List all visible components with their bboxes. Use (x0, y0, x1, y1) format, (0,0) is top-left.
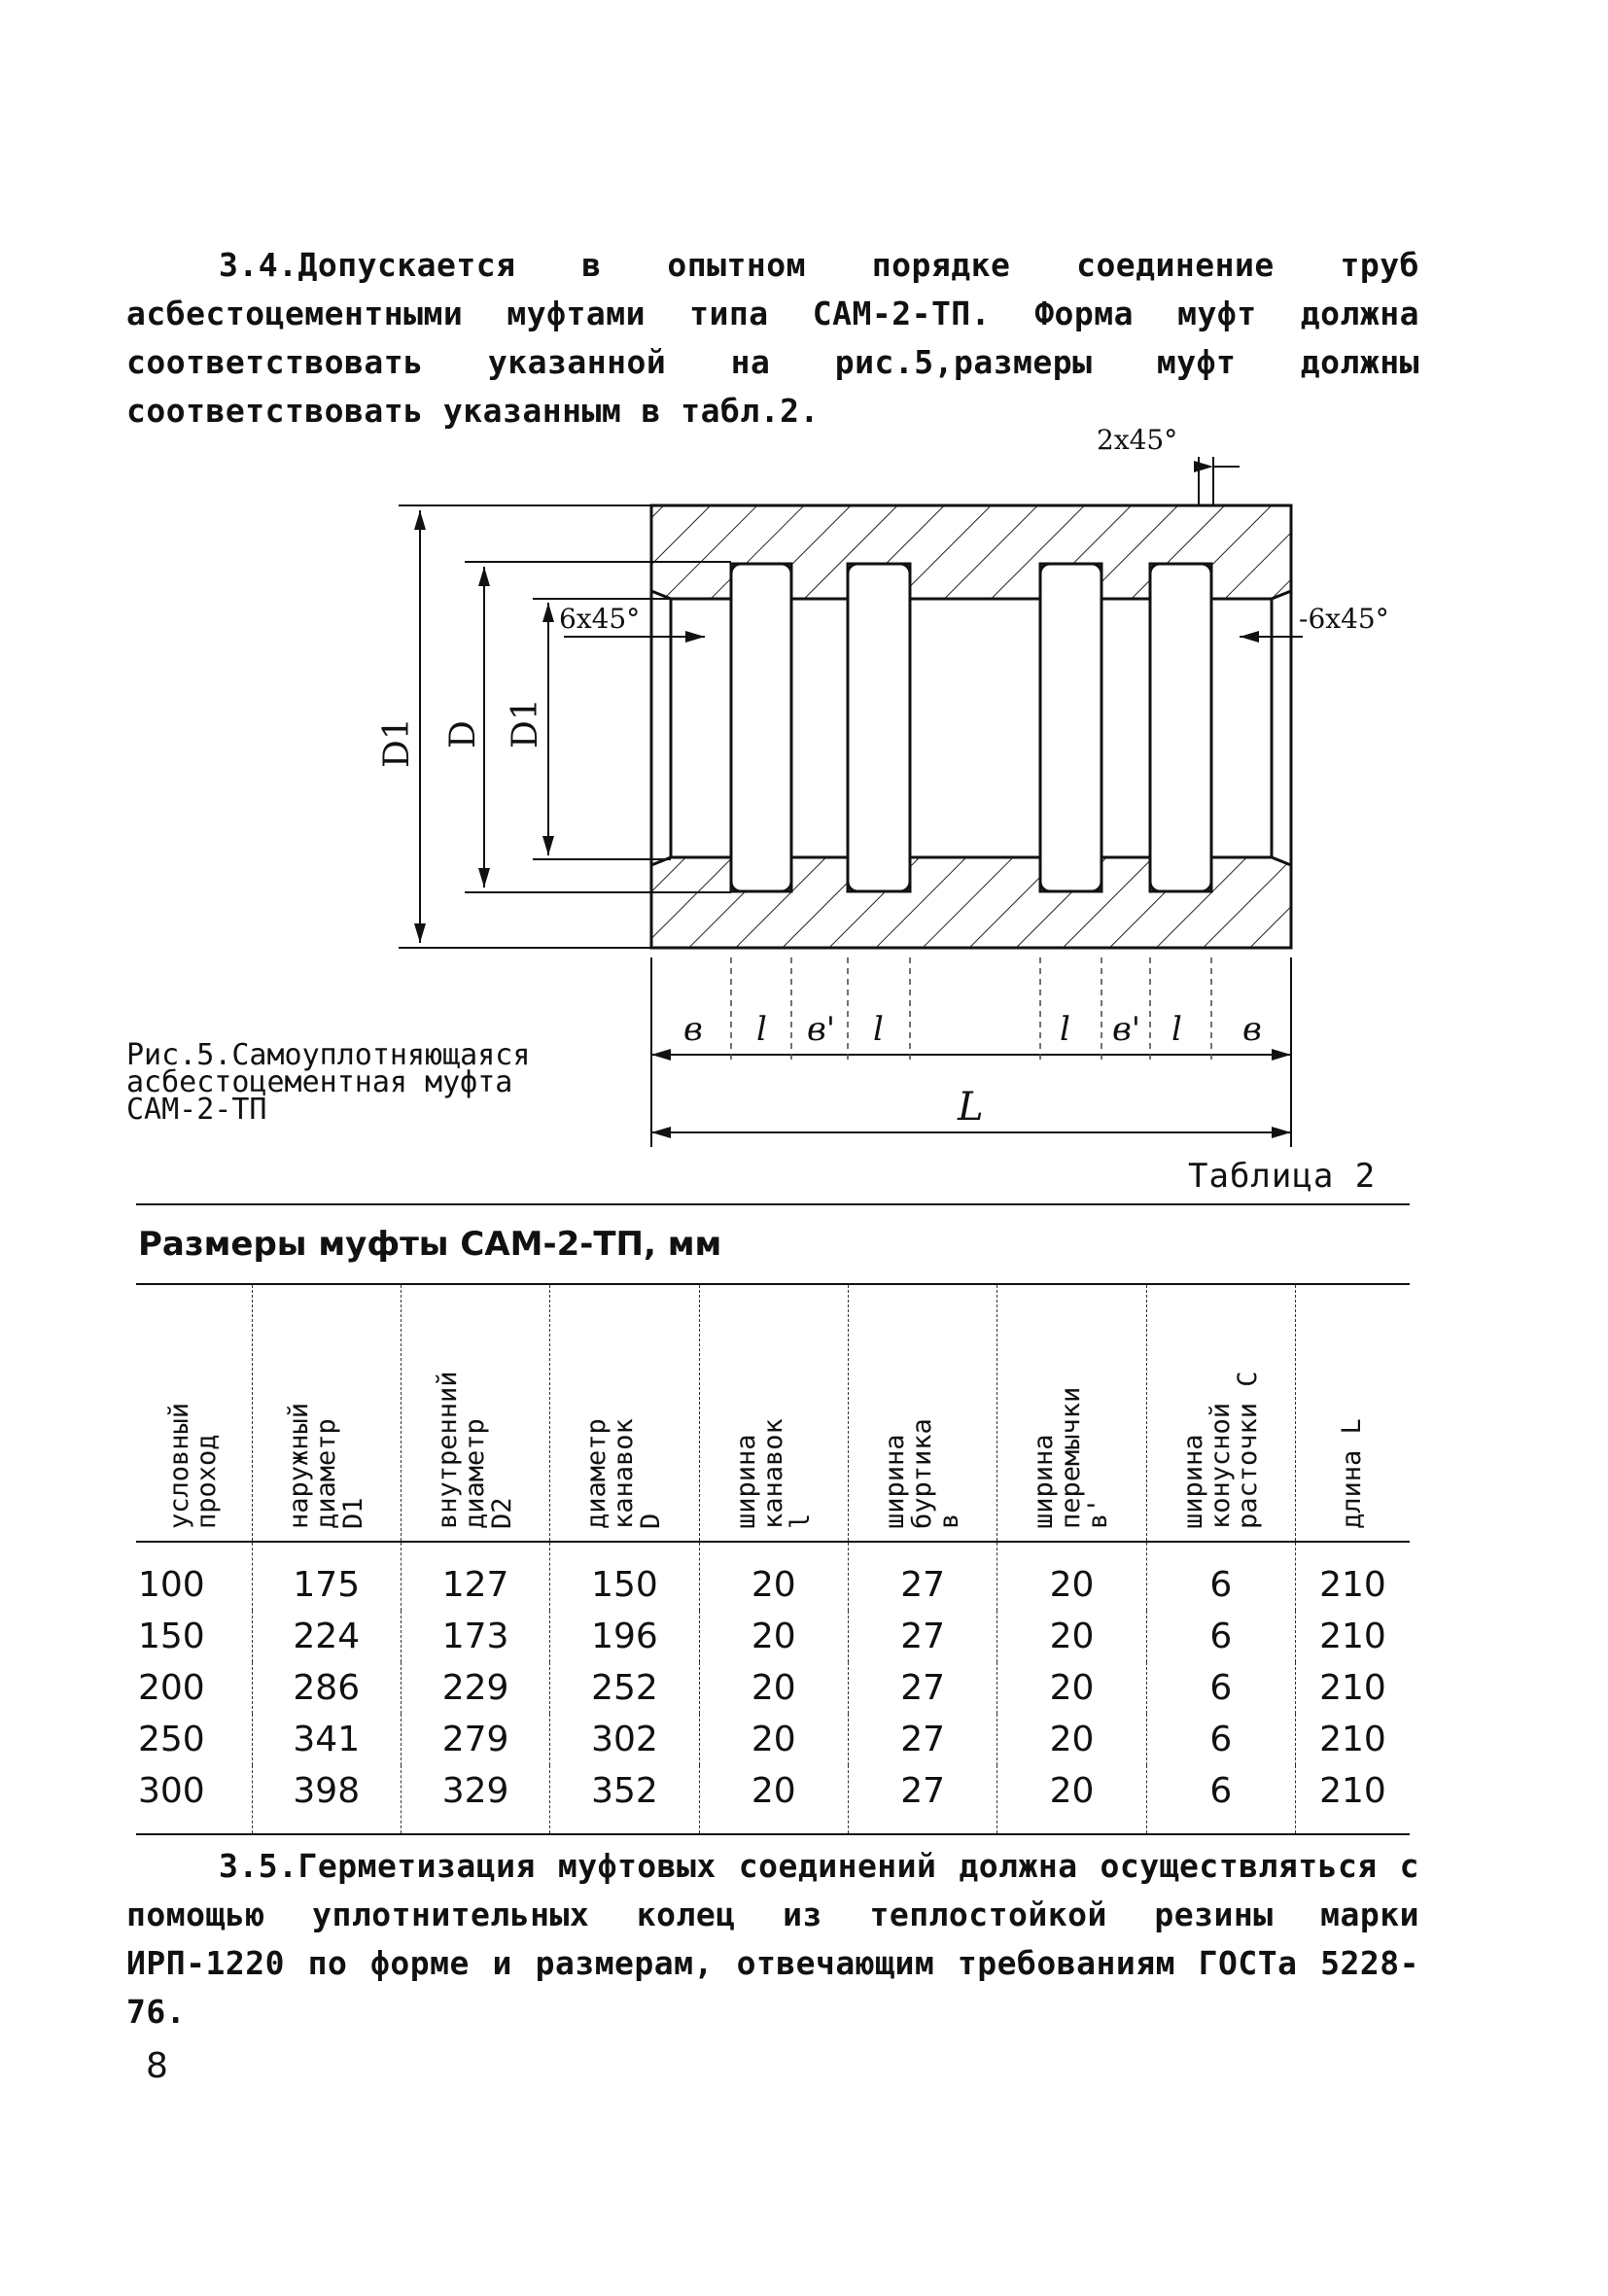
table-cell: 20 (997, 1662, 1146, 1714)
table-cell: 27 (848, 1765, 996, 1834)
table-cell: 6 (1146, 1542, 1295, 1611)
table-2 (136, 1203, 1410, 1835)
segment-l-label-2: l (873, 1010, 884, 1049)
segment-b-label-1: в (683, 1010, 703, 1049)
segment-b-prime-label-2: в' (1112, 1010, 1141, 1049)
table-cell: 20 (997, 1714, 1146, 1765)
table-header-text: ширина перемычки в' (1029, 1386, 1114, 1529)
table-cell: 210 (1295, 1765, 1410, 1834)
table-cell: 173 (401, 1611, 549, 1662)
dimension-d-label: D (443, 720, 483, 748)
table-cell: 27 (848, 1662, 996, 1714)
table-cell: 6 (1146, 1765, 1295, 1834)
dimension-d-inner-label: D1 (506, 698, 545, 748)
table-cell: 20 (997, 1611, 1146, 1662)
table-header-cell (401, 1284, 549, 1542)
table-cell: 20 (699, 1662, 848, 1714)
table-cell: 196 (550, 1611, 699, 1662)
table-cell: 250 (138, 1720, 205, 1759)
table-header-text: условный проход (164, 1402, 223, 1529)
table-header-text: внутренний диаметр D2 (433, 1371, 518, 1529)
table-row (136, 1542, 1410, 1611)
groove-4 (1150, 564, 1211, 891)
table-title: Размеры муфты САМ-2-ТП, мм (136, 1204, 1410, 1284)
dimension-d1-label: D1 (377, 717, 417, 768)
table-header-text: ширина буртика в (880, 1418, 965, 1529)
total-length-label: L (958, 1085, 984, 1130)
table-header-cell (699, 1284, 848, 1542)
chamfer-left-label: 6x45° (559, 603, 641, 635)
groove-3 (1040, 564, 1101, 891)
table-label: Таблица 2 (1188, 1157, 1377, 1196)
table-header-cell (1146, 1284, 1295, 1542)
table-header-row (136, 1284, 1410, 1542)
table-cell: 252 (550, 1662, 699, 1714)
figure-caption: Рис.5.Самоуплотняющаяся асбестоцементная муфта САМ-2-ТП (126, 1038, 531, 1127)
segment-b-prime-label-1: в' (807, 1010, 836, 1049)
table-cell: 6 (1146, 1714, 1295, 1765)
table-cell: 302 (550, 1714, 699, 1765)
coupling-wall-bottom (651, 857, 1291, 948)
table-cell: 286 (252, 1662, 401, 1714)
table-cell: 20 (699, 1611, 848, 1662)
table-cell: 210 (1295, 1611, 1410, 1662)
table-cell: 27 (848, 1714, 996, 1765)
table-cell: 341 (252, 1714, 401, 1765)
segment-l-label-4: l (1171, 1010, 1182, 1049)
table-cell: 210 (1295, 1662, 1410, 1714)
table-cell: 224 (252, 1611, 401, 1662)
table-cell: 100 (138, 1565, 205, 1605)
table-cell: 27 (848, 1542, 996, 1611)
table-header-cell (136, 1284, 252, 1542)
paragraph-3-4-text: 3.4.Допускается в опытном порядке соединение труб асбестоцементными муфтами типа САМ-2-ТП. Форма муфт должна соответствовать указанной на рис.5,размеры муфт должны соответствовать указанным в табл.2. (126, 246, 1419, 430)
table-cell: 300 (136, 1765, 252, 1834)
table-cell: 210 (1295, 1714, 1410, 1765)
table-cell: 20 (997, 1765, 1146, 1834)
paragraph-3-5 (126, 1842, 1419, 2036)
table-body (136, 1542, 1410, 1834)
table-cell: 27 (848, 1611, 996, 1662)
table-row (136, 1714, 1410, 1765)
table-cell: 20 (997, 1542, 1146, 1611)
table-header-cell (1295, 1284, 1410, 1542)
table-header-cell (848, 1284, 996, 1542)
groove-2 (848, 564, 910, 891)
chamfer-top-label: 2x45° (1097, 424, 1178, 456)
table-header-text: длина L (1337, 1418, 1368, 1529)
paragraph-3-5-text: 3.5.Герметизация муфтовых соединений должна осуществляться с помощью уплотнительных колец из теплостойкой резины марки ИРП-1220 по форме и размерам, отвечающим требованиям ГОСТа 5228-76. (126, 1847, 1419, 2031)
segment-l-label-3: l (1060, 1010, 1070, 1049)
table-cell: 352 (550, 1765, 699, 1834)
table-header-text: ширина конусной расточки C (1177, 1371, 1263, 1529)
table-header-text: ширина канавок l (730, 1418, 816, 1529)
table-cell: 150 (550, 1542, 699, 1611)
groove-1 (731, 564, 791, 891)
segment-b-label-2: в (1242, 1010, 1262, 1049)
table-cell: 127 (401, 1542, 549, 1611)
table-row (136, 1611, 1410, 1662)
table-header-text: диаметр канавок D (581, 1418, 667, 1529)
table-cell: 200 (138, 1668, 205, 1708)
table-header-cell (550, 1284, 699, 1542)
page-number: 8 (146, 2046, 168, 2086)
coupling-wall-top (651, 505, 1291, 599)
table-cell: 6 (1146, 1611, 1295, 1662)
table-cell: 210 (1295, 1542, 1410, 1611)
table-header-text: наружный диаметр D1 (283, 1402, 368, 1529)
table-cell: 150 (138, 1617, 205, 1656)
chamfer-right-label: -6x45° (1299, 603, 1389, 635)
table-cell: 398 (252, 1765, 401, 1834)
table-header-cell (997, 1284, 1146, 1542)
table-row (136, 1662, 1410, 1714)
table-cell: 20 (699, 1765, 848, 1834)
table-row (136, 1765, 1410, 1834)
table-cell: 229 (401, 1662, 549, 1714)
table-cell: 175 (252, 1542, 401, 1611)
segment-l-label-1: l (756, 1010, 767, 1049)
table-header-cell (252, 1284, 401, 1542)
table-cell: 279 (401, 1714, 549, 1765)
table-cell: 20 (699, 1542, 848, 1611)
table-cell: 329 (401, 1765, 549, 1834)
table-cell: 6 (1146, 1662, 1295, 1714)
table-cell: 20 (699, 1714, 848, 1765)
